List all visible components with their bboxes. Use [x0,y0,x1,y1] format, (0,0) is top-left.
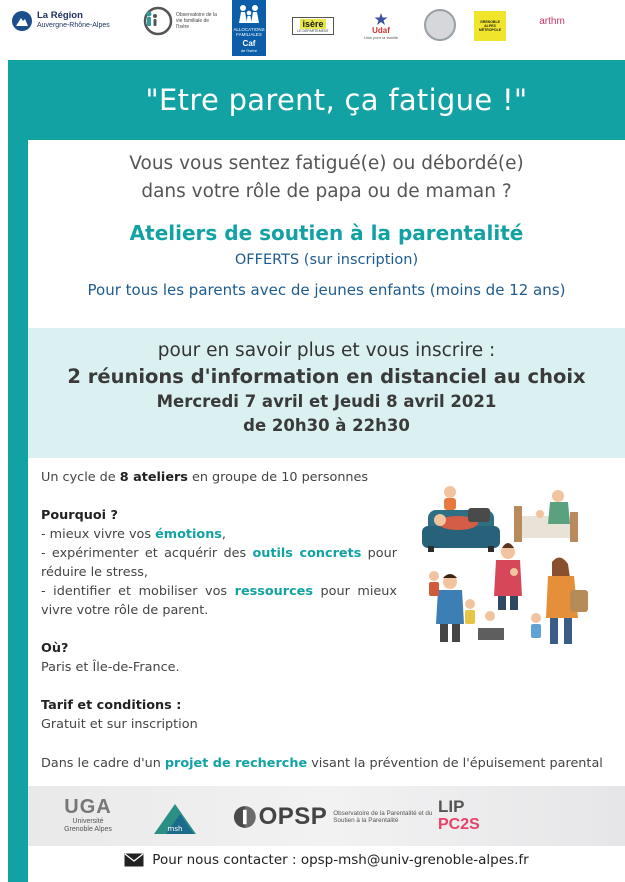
research-note-pre: Dans le cadre d'un [41,756,165,771]
cycle-text-post: en groupe de 10 personnes [187,470,369,485]
caf-logo [232,0,266,56]
observatoire-logo-text: Observatoire de la vie familiale de l'Isère [176,12,217,30]
isere-logo-line2: LE DÉPARTEMENT [297,29,329,33]
reason-item-2 [41,544,397,582]
opsp-circle-icon [233,804,257,830]
intro-section [28,140,625,299]
mountain-icon [12,11,32,31]
reason-item-1-bold: émotions [155,527,222,542]
opsp-logo-big: OPSP [258,803,328,830]
details-section [41,468,397,734]
region-logo-line2: Auvergne-Rhône-Alpes [37,22,110,29]
research-note-post: visant la prévention de l'épuisement parental [307,756,603,771]
opsp-logo-small: Observatoire de la Parentalité et du Soutien à la Parentalité [333,809,433,824]
region-logo [12,8,132,34]
lip-logo [438,798,518,838]
udaf-logo-line1: Udaf [372,26,390,35]
reason-item-1-pre: - mieux vivre vos [41,527,156,542]
envelope-icon [124,853,144,867]
intro-question-line2: dans votre rôle de papa ou de maman ? [141,181,512,202]
uga-logo-line2: Université Grenoble Alpes [64,818,112,833]
workshop-heading: Ateliers de soutien à la parentalité [129,221,524,245]
udaf-star-icon [373,12,389,26]
reason-item-1 [41,525,397,544]
uga-logo [58,796,118,836]
reason-item-2-bold: outils concrets [252,546,362,561]
udaf-logo-line2: Unis pour la famille [363,35,398,40]
seal-logo [424,9,456,41]
udaf-logo [360,12,402,40]
research-note-bold: projet de recherche [164,756,308,771]
partner-logos-bottom [28,786,625,846]
caf-logo-line2: Caf [242,39,256,48]
pourquoi-label: Pourquoi ? [41,508,118,523]
region-logo-line1: La Région [37,10,83,21]
observatoire-logo [143,4,223,38]
msh-triangle-icon [150,798,200,838]
research-note [41,756,621,771]
isere-logo-line1: isère [302,19,324,29]
info-line1: pour en savoir plus et vous inscrire : [157,340,496,361]
arthm-logo-text: arthm [539,16,565,27]
page-title: "Etre parent, ça fatigue !" [145,83,528,117]
reason-item-1-post: , [221,527,226,542]
contact-text[interactable]: Pour nous contacter : opsp-msh@univ-grenoble-alpes.fr [152,852,529,868]
reason-item-2-pre: - expérimenter et acquérir des [41,546,253,561]
reason-item-3-bold: ressources [234,584,313,599]
lip-logo-line2: PC2S [438,816,480,833]
tarif-value: Gratuit et sur inscription [41,717,198,732]
info-dates: Mercredi 7 avril et Jeudi 8 avril 2021 [156,392,497,411]
family-icon [143,5,173,37]
msh-logo [150,798,200,838]
cycle-text-bold: 8 ateliers [119,470,188,485]
info-hours: de 20h30 à 22h30 [243,416,410,435]
msh-logo-text: msh [167,825,183,833]
caf-logo-line1: ALLOCATIONS FAMILIALES [233,27,265,37]
ou-label: Où? [41,641,69,656]
offer-note: OFFERTS (sur inscription) [234,252,419,268]
info-meeting-box [28,328,625,458]
reason-item-3-post: pour mieux vivre votre rôle de parent. [41,584,397,618]
metropole-logo-text: GRENOBLE ALPES MÉTROPOLE [478,20,502,32]
intro-question [28,150,625,206]
caf-logo-line3: de l'Isère [240,48,258,53]
tired-parents-illustration [410,478,606,656]
intro-question-line1: Vous vous sentez fatigué(e) ou débordé(e) [129,153,524,174]
opsp-logo [233,800,433,834]
lip-logo-line1: LIP [438,797,465,816]
metropole-logo [474,11,506,41]
caf-family-icon [236,3,262,25]
uga-logo-line1: UGA [64,796,112,818]
tarif-label: Tarif et conditions : [41,698,182,713]
info-line2: 2 réunions d'information en distanciel au choix [67,365,586,388]
reason-item-2-post: pour réduire le stress, [41,546,397,580]
title-banner [8,60,625,140]
ou-value: Paris et Île-de-France. [41,660,180,675]
cycle-text [41,468,397,487]
isere-logo [292,17,334,35]
reason-item-3 [41,582,397,620]
partner-logos-top [0,0,625,60]
teal-side-border [8,60,28,882]
cycle-text-pre: Un cycle de [41,470,120,485]
audience-note: Pour tous les parents avec de jeunes enfants (moins de 12 ans) [87,281,566,299]
contact-line [28,852,625,868]
reason-item-3-pre: - identifier et mobiliser vos [41,584,235,599]
arthm-logo [536,16,568,36]
